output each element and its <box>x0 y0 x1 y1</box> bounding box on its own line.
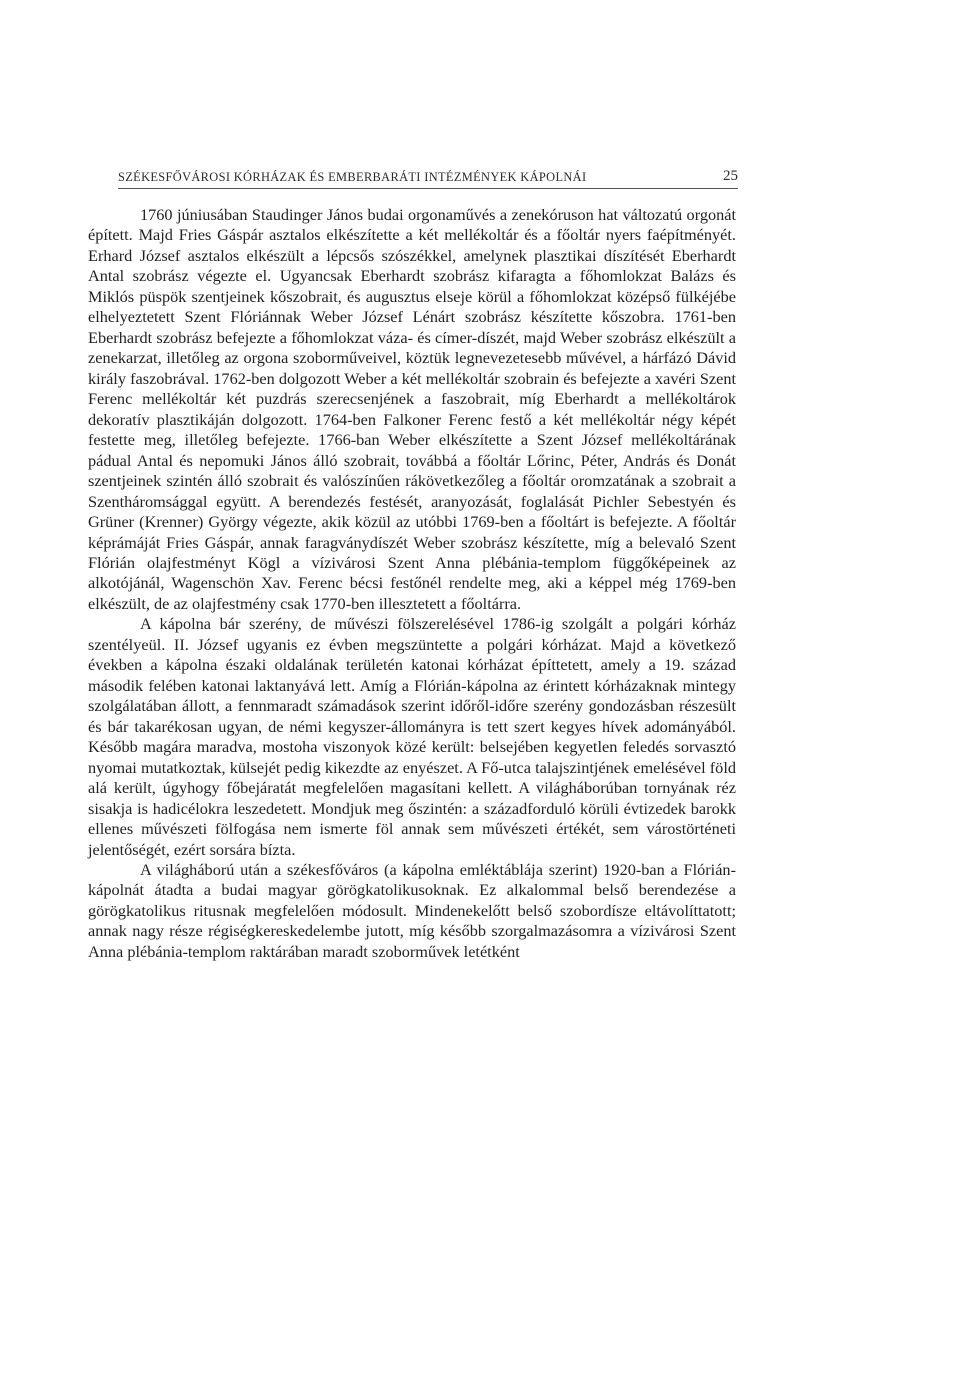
paragraph-3: A világháború után a székesfőváros (a kápolna emléktáblája szerint) 1920-ban a Flórián-kápolnát átadta a budai magyar görögkatolikusoknak. Ez alkalommal belső berendezése a görögkatolikus ritusnak megfelelően módosult. Mindenekelőtt belső szobordísze eltávolíttatott; annak nagy része régiségkereskedelembe jutott, míg később szorgalmazásomra a vízivárosi Szent Anna plébánia-templom raktárában maradt szoborművek letétként <box>88 860 736 961</box>
header-rule <box>118 188 738 189</box>
body-text <box>88 205 736 962</box>
paragraph-1: 1760 júniusában Staudinger János budai orgonaművés a zenekóruson hat változatú orgonát épített. Majd Fries Gáspár asztalos elkészítette a két mellékoltár és a főoltár nyers faépítményét. Erhard József asztalos elkészült a lépcsős szószékkel, amelynek plasztikai díszítését Eberhardt Antal szobrász végezte el. Ugyancsak Eberhardt szobrász kifaragta a főhomlokzat Balázs és Miklós püspök szentjeinek kőszobrait, és augusztus elseje körül a főhomlokzat középső fülkéjébe elhelyeztetett Szent Flóriánnak Weber József Lénárt szobrász készítette kőszobra. 1761-ben Eberhardt szobrász befejezte a főhomlokzat váza- és címer-díszét, majd Weber szobrász elkészült a zenekarzat, illetőleg az orgona szoborműveivel, köztük legnevezetesebb művével, a hárfázó Dávid király faszobrával. 1762-ben dolgozott Weber a két mellékoltár szobrain és befejezte a xavéri Szent Ferenc mellékoltár két puzdrás szerecsenjének a faszobrait, míg Eberhardt a mellékoltárok dekoratív plasztikáján dolgozott. 1764-ben Falkoner Ferenc festő a két mellékoltár négy képét festette meg, illetőleg befejezte. 1766-ban Weber elkészítette a Szent József mellékoltárának pádual Antal és nepomuki János álló szobrait, továbbá a főoltár Lőrinc, Péter, András és Donát szentjeinek szintén álló szobrait és valószínűen rákövetkezőleg a főoltár oromzatának a szobrait a Szentháromsággal együtt. A berendezés festését, aranyozását, foglalását Pichler Sebestyén és Grüner (Krenner) György végezte, akik közül az utóbbi 1769-ben a főoltárt is befejezte. A főoltár képrámáját Fries Gáspár, annak faragványdíszét Weber szobrász készítette, míg a belevaló Szent Flórián olajfestményt Kögl a vízivárosi Szent Anna plébánia-templom függőképeinek az alkotójánál, Wagenschön Xav. Ferenc bécsi festőnél rendelte meg, aki a képpel még 1769-ben elkészült, de az olajfestmény csak 1770-ben illesztetett a főoltárra. <box>88 205 736 613</box>
paragraph-2: A kápolna bár szerény, de művészi fölszerelésével 1786-ig szolgált a polgári kórház szentélyeül. II. József ugyanis ez évben megszüntette a polgári kórházat. Majd a következő években a kápolna északi oldalának területén katonai kórházat építtetett, amely a 19. század második felében katonai laktanyává lett. Amíg a Flórián-kápolna az érintett kórházaknak mintegy szolgálatában állott, a fennmaradt számadások szerint időről-időre szerény gondozásban részesült és bár takarékosan ugyan, de némi kegyszer-állományra is tett szert kegyes hívek adományából. Később magára maradva, mostoha viszonyok közé került: belsejében kegyetlen feledés sorvasztó nyomai mutatkoztak, külsejét pedig kikezdte az enyészet. A Fő-utca talajszintjének emelésével föld alá került, úgyhogy főbejáratát megfelelően magasítani kellett. A világháborúban tornyának réz sisakja is hadicélokra leszedetett. Mondjuk meg őszintén: a századforduló körüli évtizedek barokk ellenes művészeti fölfogása nem ismerte föl annak sem művészeti értékét, sem várostörténeti jelentőségét, ezért sorsára bízta. <box>88 614 736 859</box>
page-number: 25 <box>723 168 738 184</box>
running-title: SZÉKESFŐVÁROSI KÓRHÁZAK ÉS EMBERBARÁTI INTÉZMÉNYEK KÁPOLNÁI <box>118 170 587 184</box>
running-head <box>118 161 738 185</box>
